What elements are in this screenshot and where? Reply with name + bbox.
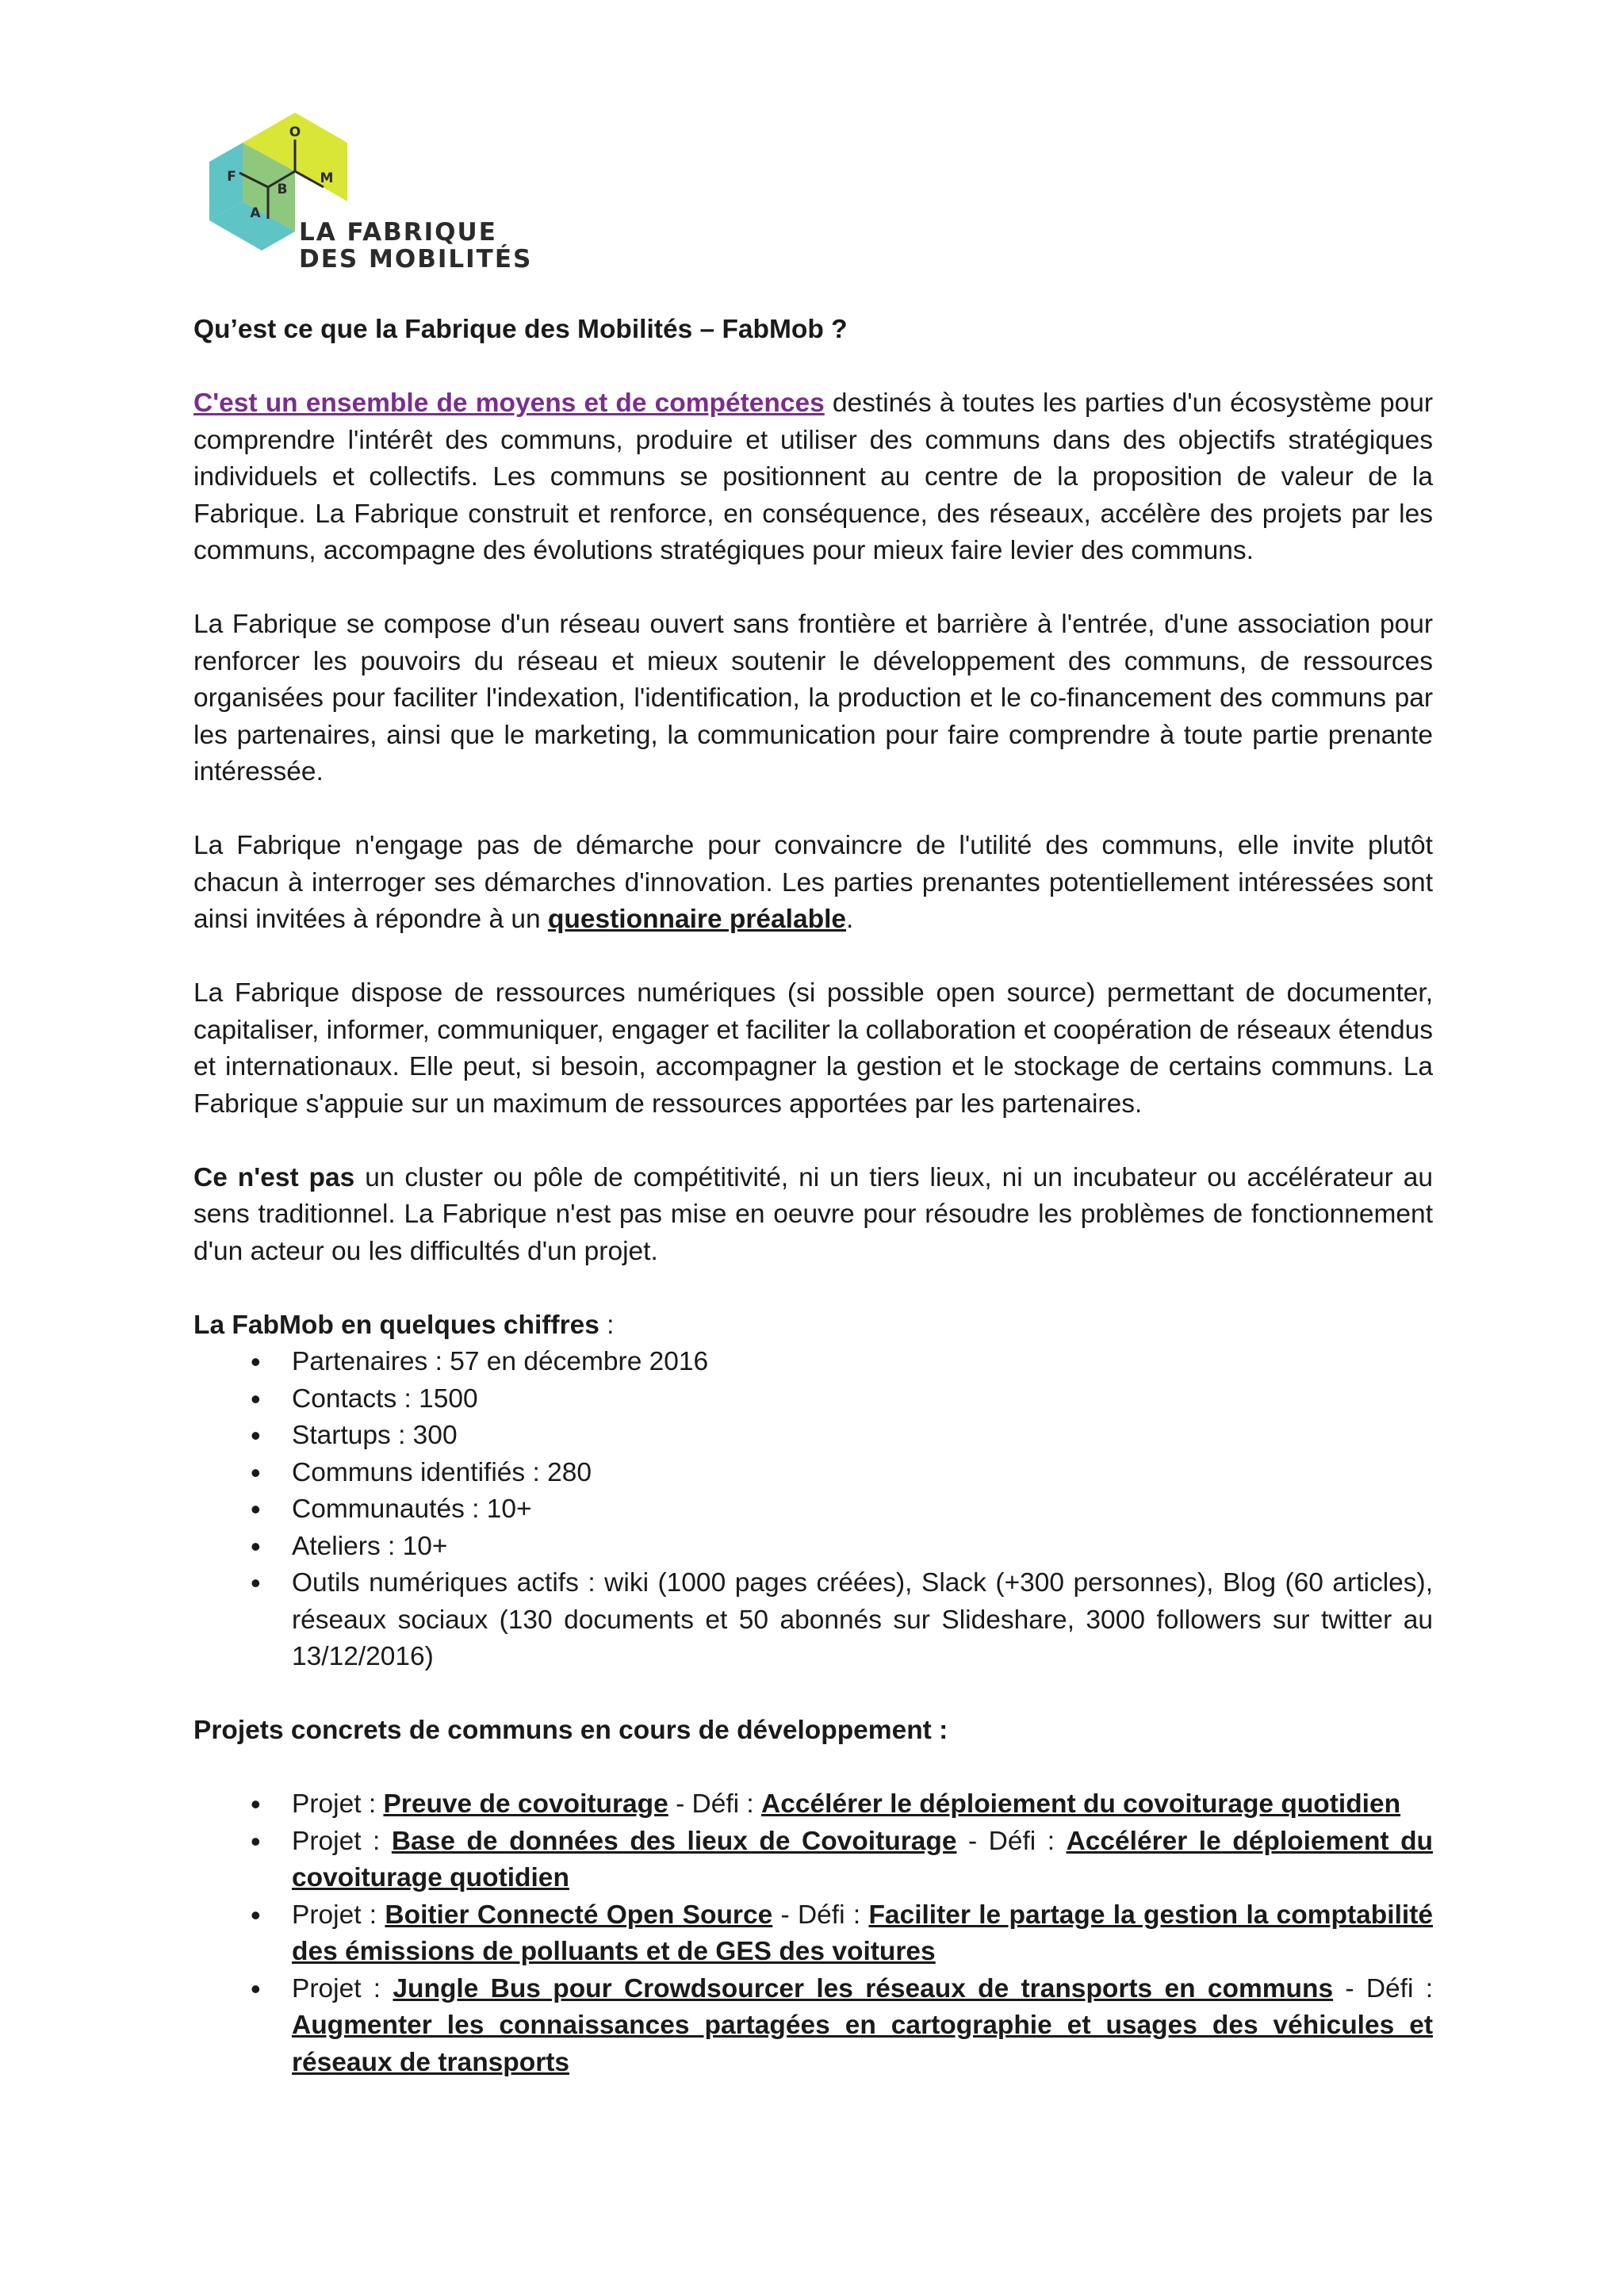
stats-heading: [193, 1307, 1433, 1345]
project-item: [193, 1971, 1433, 2082]
list-item: • Communautés : 10+: [193, 1491, 1433, 1529]
logo-letter-o: O: [289, 124, 301, 140]
list-item: • Startups : 300: [193, 1418, 1433, 1455]
stats-heading-text: La FabMob en quelques chiffres: [193, 1310, 599, 1340]
paragraph-composition: La Fabrique se compose d'un réseau ouvert sans frontière et barrière à l'entrée, d'une association pour renforcer les pouvoirs du réseau et mieux soutenir le développement des communs, de ressources organisées pour faciliter l'indexation, l'identification, la production et le co-financement des communs par les partenaires, ainsi que le marketing, la communication pour faire comprendre à toute partie prenante intéressée.: [193, 610, 1433, 786]
defi-link[interactable]: Faciliter le partage la gestion la comptabilité des émissions de polluants et de GES des voitures: [292, 1900, 1433, 1966]
list-item: • Partenaires : 57 en décembre 2016: [193, 1344, 1433, 1381]
questionnaire-link[interactable]: questionnaire préalable: [547, 905, 847, 934]
logo-letter-a: A: [250, 205, 261, 221]
list-item: • Outils numériques actifs : wiki (1000 pages créées), Slack (+300 personnes), Blog (60 articles), réseaux sociaux (130 documents et 50 abonnés sur Slideshare, 3000 followers sur twitter au 13/12/2016): [193, 1565, 1433, 1676]
defi-label: - Défi :: [668, 1789, 762, 1819]
project-label: Projet :: [292, 1789, 384, 1819]
stats-heading-suffix: :: [599, 1310, 615, 1340]
project-label: Projet :: [292, 1900, 385, 1930]
logo-letter-b: B: [277, 182, 288, 197]
page-title: Qu’est ce que la Fabrique des Mobilités – FabMob ?: [193, 315, 848, 344]
logo-letter-f: F: [227, 169, 236, 185]
not-text: un cluster ou pôle de compétitivité, ni un tiers lieux, ni un incubateur ou accélérateur au sens traditionnel. La Fabrique n'est pas mise en oeuvre pour résoudre les problèmes de fonctionnement d'un acteur ou les difficultés d'un projet.: [193, 1162, 1433, 1266]
engagement-end: .: [846, 905, 854, 934]
defi-label: - Défi :: [956, 1826, 1067, 1856]
defi-link[interactable]: Accélérer le déploiement du covoiturage quotidien: [761, 1789, 1401, 1819]
project-item: [193, 1823, 1433, 1897]
paragraph-not: [193, 1160, 1433, 1271]
project-link[interactable]: Preuve de covoiturage: [383, 1789, 668, 1819]
fabmob-logo: [208, 108, 533, 274]
projects-list: [193, 1786, 1433, 2081]
project-item: [193, 1786, 1433, 1823]
defi-link[interactable]: Augmenter les connaissances partagées en cartographie et usages des véhicules et réseaux de transports: [292, 2011, 1433, 2077]
paragraph-intro: [193, 385, 1433, 570]
list-item: • Communs identifiés : 280: [193, 1455, 1433, 1492]
projects-heading: Projets concrets de communs en cours de développement :: [193, 1716, 948, 1745]
logo-text-line1: LA FABRIQUE: [299, 218, 497, 247]
engagement-text: La Fabrique n'engage pas de démarche pour convaincre de l'utilité des communs, elle invite plutôt chacun à interroger ses démarches d'innovation. Les parties prenantes potentiellement intéressées sont ainsi invitées à répondre à un: [193, 831, 1433, 934]
logo-text-line2: DES MOBILITÉS: [299, 245, 533, 274]
project-link[interactable]: Boitier Connecté Open Source: [385, 1900, 773, 1930]
project-link[interactable]: Base de données des lieux de Covoiturage: [391, 1826, 957, 1856]
logo-letter-m: M: [320, 170, 334, 186]
defi-label: - Défi :: [772, 1900, 869, 1930]
defi-label: - Défi :: [1333, 1973, 1433, 2003]
document-body: [193, 312, 1433, 2081]
project-label: Projet :: [292, 1826, 392, 1856]
stats-list: [193, 1344, 1433, 1676]
list-item: • Ateliers : 10+: [193, 1529, 1433, 1566]
paragraph-engagement: [193, 828, 1433, 939]
project-label: Projet :: [292, 1973, 393, 2003]
project-link[interactable]: Jungle Bus pour Crowdsourcer les réseaux de transports en communs: [393, 1973, 1334, 2003]
paragraph-resources: La Fabrique dispose de ressources numériques (si possible open source) permettant de documenter, capitaliser, informer, communiquer, engager et faciliter la collaboration et coopération de réseaux étendus et internationaux. Elle peut, si besoin, accompagner la gestion et le stockage de certains communs. La Fabrique s'appuie sur un maximum de ressources apportées par les partenaires.: [193, 978, 1433, 1119]
project-item: [193, 1897, 1433, 1971]
intro-text: destinés à toutes les parties d'un écosystème pour comprendre l'intérêt des communs, produire et utiliser des communs dans des objectifs stratégiques individuels et collectifs. Les communs se positionnent au centre de la proposition de valeur de la Fabrique. La Fabrique construit et renforce, en conséquence, des réseaux, accélère des projets par les communs, accompagne des évolutions stratégiques pour mieux faire levier des communs.: [193, 388, 1433, 565]
list-item: • Contacts : 1500: [193, 1381, 1433, 1418]
not-bold: Ce n'est pas: [193, 1162, 355, 1192]
defi-link[interactable]: Accélérer le déploiement du covoiturage quotidien: [292, 1826, 1433, 1892]
intro-link[interactable]: C'est un ensemble de moyens et de compétences: [193, 388, 825, 418]
